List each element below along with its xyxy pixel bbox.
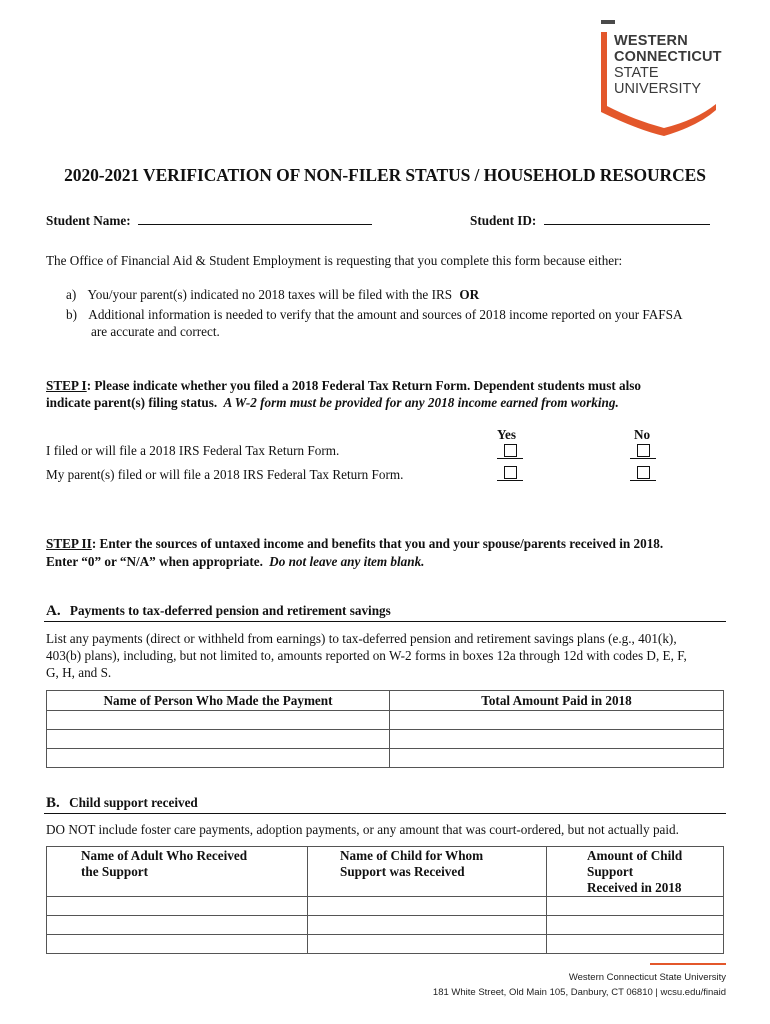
step1-text2: indicate parent(s) filing status. (46, 395, 218, 410)
pension-amount-cell[interactable] (390, 749, 724, 768)
intro-text: The Office of Financial Aid & Student Employment is requesting that you complete this form because either: (46, 253, 623, 268)
table-row (47, 749, 724, 768)
pension-amount-cell[interactable] (390, 730, 724, 749)
section-a-heading (46, 603, 391, 620)
footer-university-name: Western Connecticut State University (568, 972, 726, 983)
table-row (47, 711, 724, 730)
step1-row-student: I filed or will file a 2018 IRS Federal Tax Return Form. (46, 443, 340, 458)
student-filed-yes-checkbox[interactable] (497, 444, 523, 463)
section-b-desc: DO NOT include foster care payments, adoption payments, or any amount that was court-ordered, but not actually paid. (46, 822, 679, 837)
pension-name-cell[interactable] (47, 711, 390, 730)
child-support-col-adult (47, 847, 308, 897)
parent-filed-yes-checkbox[interactable] (497, 466, 523, 485)
col-child-line2: Support was Received (340, 864, 465, 879)
step2-text2: Enter “0” or “N/A” when appropriate. (46, 554, 263, 569)
pension-name-cell[interactable] (47, 730, 390, 749)
pension-col-name: Name of Person Who Made the Payment (47, 691, 390, 711)
child-cell[interactable] (308, 897, 547, 916)
student-filed-no-checkbox[interactable] (630, 444, 656, 463)
step1-text1: : Please indicate whether you filed a 2018 Federal Tax Return Form. Dependent students must also (86, 378, 642, 393)
logo-line-state: STATE (614, 65, 659, 81)
section-a-title: Payments to tax-deferred pension and retirement savings (69, 603, 391, 618)
col-child-line1: Name of Child for Whom (340, 848, 484, 863)
logo-line-western: WESTERN (614, 33, 688, 49)
university-logo (598, 20, 726, 140)
reason-a (66, 287, 479, 303)
step2-heading-cont (46, 554, 424, 570)
step1-row-parent: My parent(s) filed or will file a 2018 IRS Federal Tax Return Form. (46, 467, 404, 482)
yes-column-header: Yes (497, 427, 517, 442)
section-a-letter: A. (46, 603, 61, 619)
table-row (47, 730, 724, 749)
pension-payments-table (46, 690, 724, 768)
table-row (47, 897, 724, 916)
student-id-field[interactable] (544, 211, 710, 225)
reason-a-text: You/your parent(s) indicated no 2018 taxes will be filed with the IRS (87, 287, 453, 302)
col-adult-line1: Name of Adult Who Received (81, 848, 248, 863)
logo-line-connecticut: CONNECTICUT (614, 49, 722, 65)
pension-amount-cell[interactable] (390, 711, 724, 730)
section-b-letter: B. (46, 795, 60, 811)
student-name-field[interactable] (138, 211, 372, 225)
section-b-rule (44, 813, 726, 814)
child-support-col-amount (547, 847, 724, 897)
child-cell[interactable] (308, 935, 547, 954)
logo-line-university: UNIVERSITY (614, 81, 702, 97)
reason-b-text: Additional information is needed to verify that the amount and sources of 2018 income reported on your FAFSA (88, 307, 683, 322)
student-name-label: Student Name: (46, 213, 131, 228)
student-name-row (46, 211, 372, 229)
amount-cell[interactable] (547, 916, 724, 935)
section-b-title: Child support received (69, 795, 198, 810)
child-support-table (46, 846, 724, 954)
step2-text1: : Enter the sources of untaxed income and benefits that you and your spouse/parents received in 2018. (91, 536, 664, 551)
step2-label: STEP II (46, 536, 92, 551)
reason-a-marker: a) (66, 287, 77, 302)
footer-accent-rule (650, 963, 726, 965)
amount-cell[interactable] (547, 897, 724, 916)
reason-b-marker: b) (66, 307, 77, 322)
adult-cell[interactable] (47, 916, 308, 935)
step1-italic-note: A W-2 form must be provided for any 2018 income earned from working. (223, 395, 619, 410)
table-row (47, 916, 724, 935)
student-id-row (470, 211, 710, 229)
step2-italic-note: Do not leave any item blank. (269, 554, 425, 569)
child-cell[interactable] (308, 916, 547, 935)
no-column-header: No (634, 427, 651, 442)
reason-b (66, 307, 682, 323)
col-amount-line2: Received in 2018 (587, 880, 682, 895)
student-id-label: Student ID: (470, 213, 537, 228)
child-support-col-child (308, 847, 547, 897)
pension-col-amount: Total Amount Paid in 2018 (390, 691, 724, 711)
step1-heading-cont (46, 395, 619, 411)
step1-heading (46, 378, 641, 394)
footer-address: 181 White Street, Old Main 105, Danbury, CT 06810 | wcsu.edu/finaid (432, 987, 726, 998)
reason-a-or: OR (459, 287, 480, 302)
section-a-desc-2: 403(b) plans), including, but not limited to, amounts reported on W-2 forms in boxes 12a through 12d with codes D, E, F, (46, 648, 687, 663)
section-a-desc-3: G, H, and S. (46, 665, 112, 680)
section-a-rule (44, 621, 726, 622)
table-row (47, 935, 724, 954)
adult-cell[interactable] (47, 897, 308, 916)
step1-label: STEP I (46, 378, 87, 393)
amount-cell[interactable] (547, 935, 724, 954)
section-b-heading (46, 795, 198, 812)
step2-heading (46, 536, 663, 552)
pension-name-cell[interactable] (47, 749, 390, 768)
col-adult-line2: the Support (81, 864, 149, 879)
reason-b-text-cont: are accurate and correct. (91, 324, 220, 339)
adult-cell[interactable] (47, 935, 308, 954)
col-amount-line1: Amount of Child Support (587, 848, 683, 879)
section-a-desc-1: List any payments (direct or withheld from earnings) to tax-deferred pension and retirement savings plans (e.g., 401(k), (46, 631, 677, 646)
page-title: 2020-2021 VERIFICATION OF NON-FILER STATUS / HOUSEHOLD RESOURCES (64, 165, 706, 185)
parent-filed-no-checkbox[interactable] (630, 466, 656, 485)
